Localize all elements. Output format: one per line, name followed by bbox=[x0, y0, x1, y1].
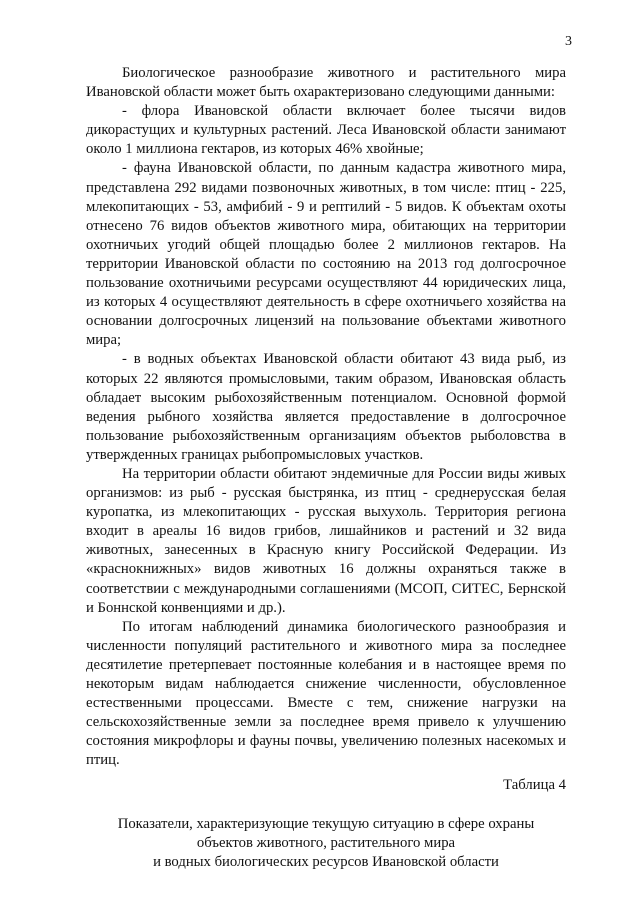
table-title-line: и водных биологических ресурсов Ивановской области bbox=[153, 853, 499, 870]
table-title bbox=[86, 815, 566, 872]
paragraph-intro: Биологическое разнообразие животного и растительного мира Ивановской области может быть охарактеризовано следующими данными: bbox=[86, 65, 566, 101]
paragraph-flora: - флора Ивановской области включает более тысячи видов дикорастущих и культурных растений. Леса Ивановской области занимают около 1 миллиона гектаров, из которых 46% хвойные; bbox=[86, 103, 566, 158]
document-body bbox=[86, 64, 566, 872]
paragraph-monitoring: По итогам наблюдений динамика биологического разнообразия и численности популяций растительного и животного мира за последнее десятилетие претерпевает постоянные колебания и в настоящее время по некоторым видам наблюдается снижение численности, обусловленное естественными процессами. Вместе с тем, снижение нагрузки на сельскохозяйственные земли за последнее время привело к улучшению состояния микрофлоры и фауны почвы, увеличению полезных насекомых и птиц. bbox=[86, 618, 566, 769]
table-title-line: объектов животного, растительного мира bbox=[196, 834, 456, 851]
paragraph-endemics: На территории области обитают эндемичные для России виды живых организмов: из рыб - русская быстрянка, из птиц - среднерусская белая куропатка, из млекопитающих - русская выхухоль. Территория региона входит в ареалы 16 видов грибов, лишайников и растений и 32 вида животных, занесенных в Красную книгу Российской Федерации. Из «краснокнижных» видов животных 16 должны охраняться также в соответствии с международными соглашениями (МСОП, СИТЕС, Бернской и Боннской конвенциями и др.). bbox=[86, 465, 566, 616]
page-number: 3 bbox=[565, 34, 572, 49]
table-label: Таблица 4 bbox=[503, 777, 566, 794]
paragraph-fish: - в водных объектах Ивановской области обитают 43 вида рыб, из которых 22 являются промысловыми, таким образом, Ивановская область обладает высоким рыбохозяйственным потенциалом. Основной формой ведения рыбного хозяйства является предоставление в долгосрочное пользование рыбохозяйственным организациям объектов рыболовства в утвержденных границах рыбопромысловых участков. bbox=[86, 351, 566, 463]
table-title-line: Показатели, характеризующие текущую ситуацию в сфере охраны bbox=[117, 815, 535, 832]
paragraph-fauna: - фауна Ивановской области, по данным кадастра животного мира, представлена 292 видами позвоночных животных, в том числе: птиц - 225, млекопитающих - 53, амфибий - 9 и рептилий - 5 видов. К объектам охоты отнесено 76 видов объектов животного мира, обитающих на территории охотничьих угодий общей площадью более 2 миллионов гектаров. На территории Ивановской области по состоянию на 2013 год долгосрочное пользование охотничьими ресурсами осуществляют 44 юридических лица, из которых 4 осуществляют деятельность в сфере охотничьего хозяйства на основании долгосрочных лицензий на пользование объектами животного мира; bbox=[86, 160, 566, 349]
